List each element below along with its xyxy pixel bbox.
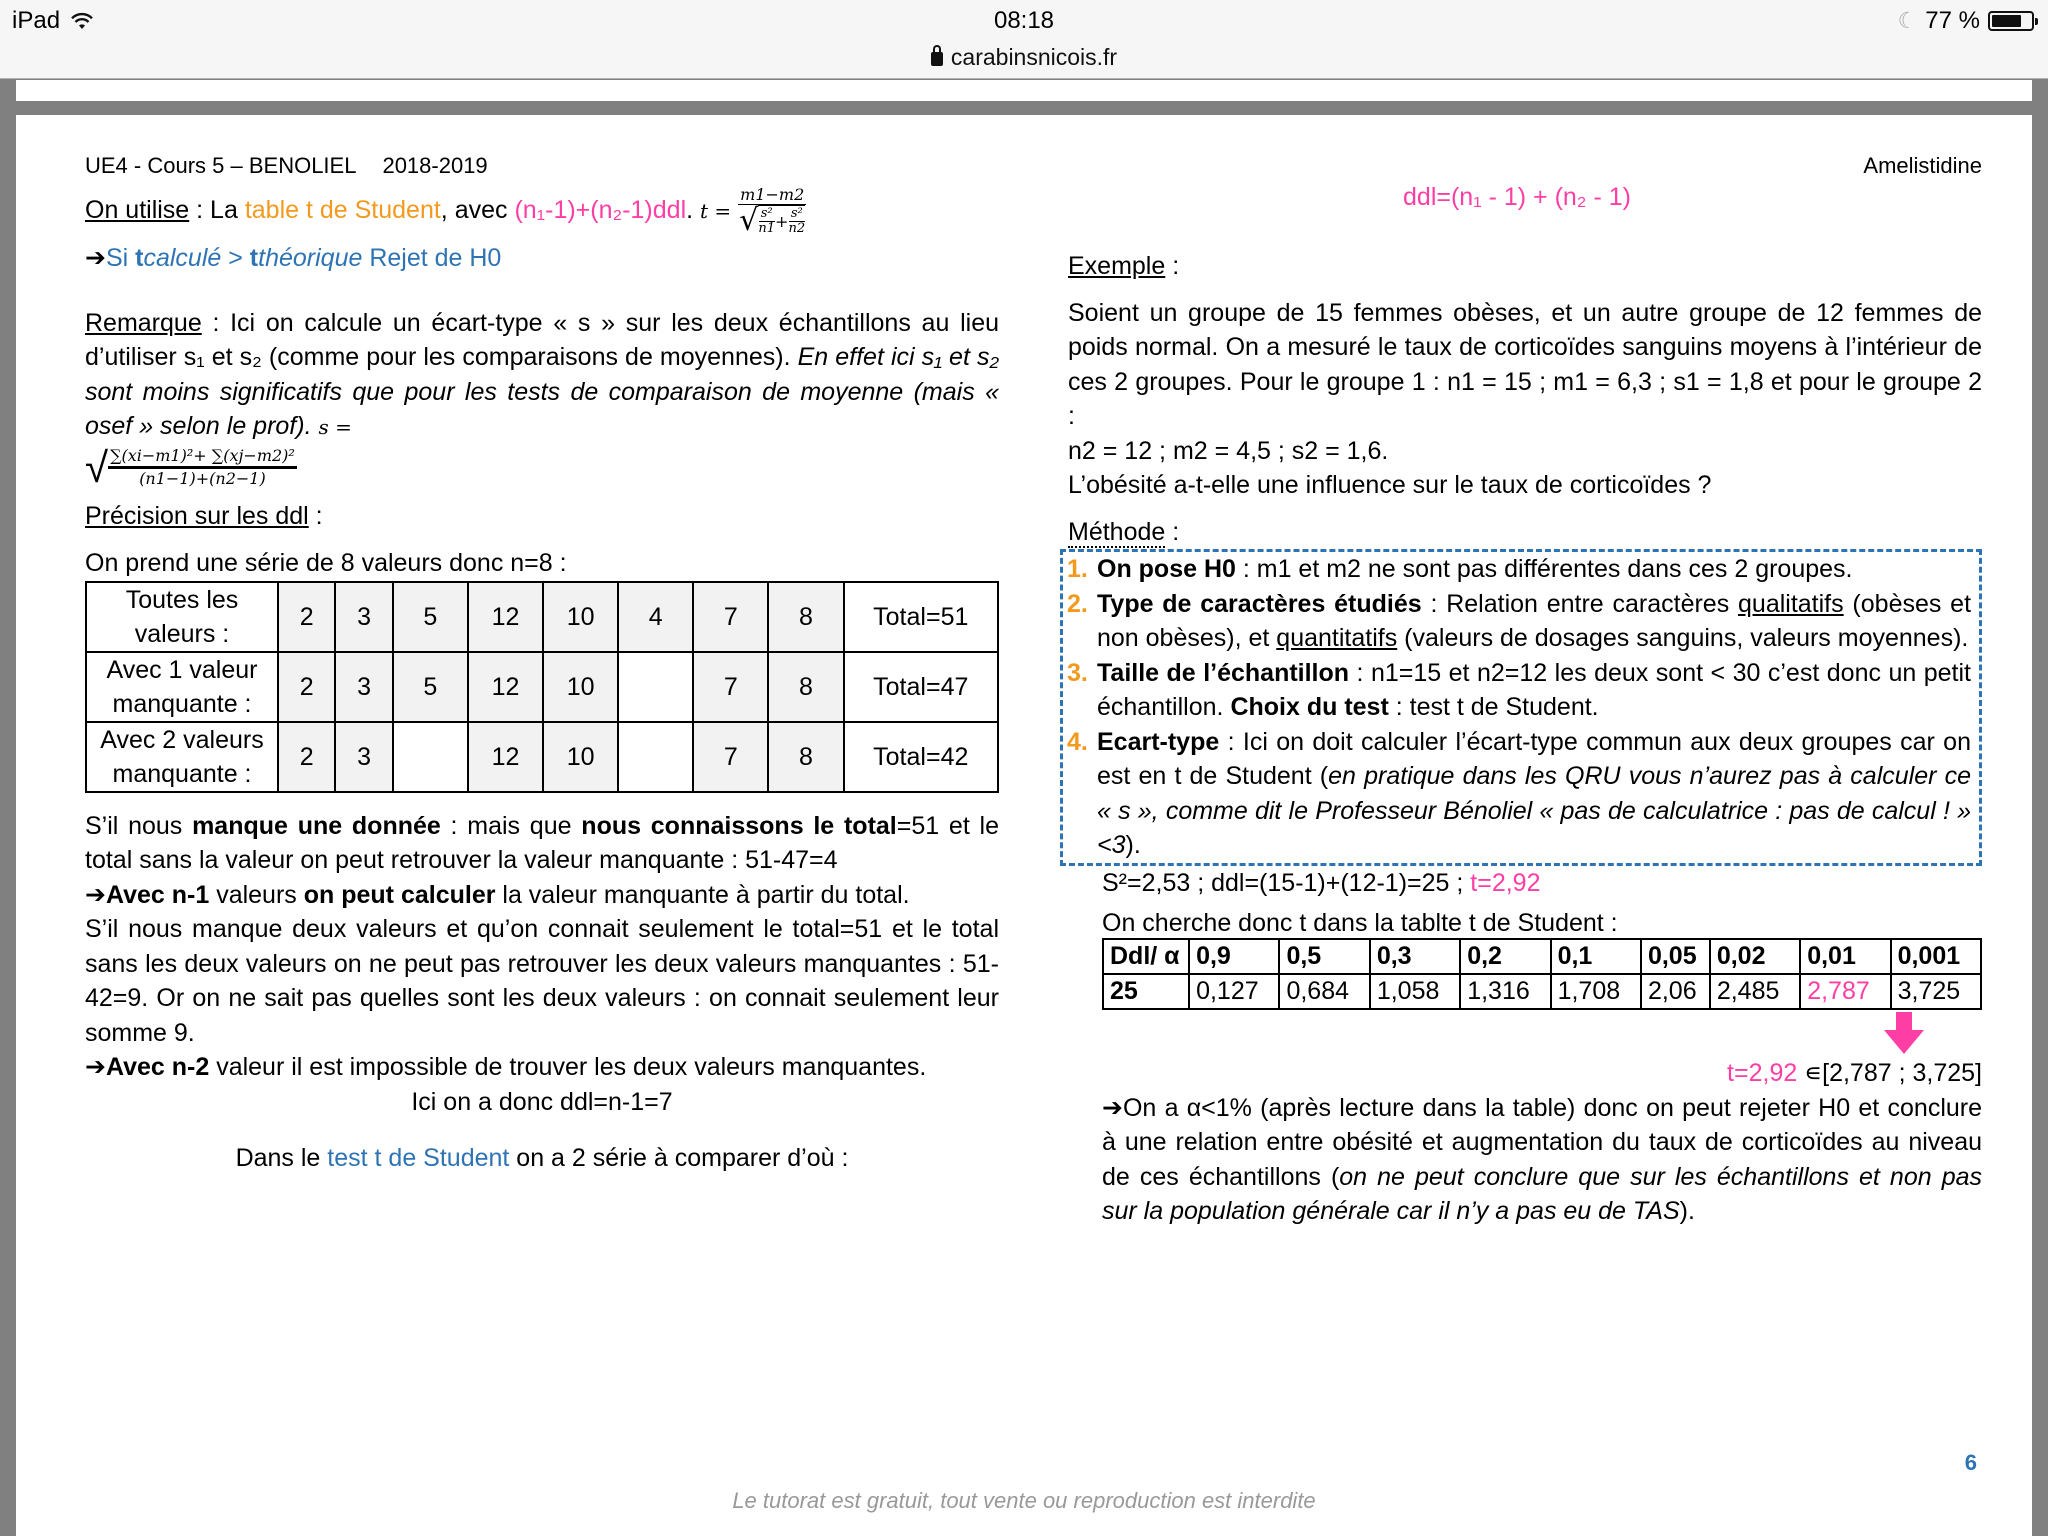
value-cell: 3: [335, 582, 392, 652]
t-value-cell: 2,787: [1800, 974, 1890, 1009]
t-value-cell: 0,127: [1189, 974, 1279, 1009]
missing-value-cell: [393, 722, 468, 792]
rule-line: [85, 241, 999, 276]
formula-s-sqrt: √ $\frac{\text{∑(xi−m1)²+ ∑(xj−m2)²}}{(n1-1)+(n2-1)}$: [85, 443, 295, 491]
remarque-label: Remarque: [85, 308, 202, 337]
text: : mais que: [440, 811, 582, 840]
t-value-cell: 1,058: [1370, 974, 1460, 1009]
step-text: : n1=15 et n2=12 les deux sont < 30 c’est donc un petit échantillon.: [1097, 658, 1971, 721]
bold: manque une donnée: [192, 811, 441, 840]
value-cell: 2: [278, 722, 335, 792]
precision-label: Précision sur les ddl: [85, 501, 309, 530]
step-4: [1067, 725, 1971, 863]
text: On a α<1% (après lecture dans la table) donc on peut rejeter H0 et conclure à une relation entre obésité et augmentation du taux de corticoïdes au niveau de ces échantillons (: [1102, 1093, 1982, 1191]
value-cell: 7: [693, 652, 768, 722]
moon-icon: ☾: [1897, 8, 1918, 33]
step-3: [1067, 656, 1971, 725]
methode-box: [1060, 549, 1982, 866]
right-column: [1052, 115, 1982, 1229]
value-cell: 12: [468, 722, 543, 792]
text: :: [1165, 517, 1180, 546]
arrow-right-icon: ➔: [85, 880, 106, 909]
step-1: [1067, 552, 1971, 587]
step-number: 2.: [1067, 589, 1088, 618]
frac: [108, 446, 297, 489]
ddl-result: Ici on a donc ddl=n-1=7: [411, 1087, 673, 1116]
alpha-header: 0,01: [1800, 939, 1890, 974]
text: : Ici on calcule un écart-type « s » sur les deux échantillons au lieu d’utiliser s₁ et s₂ (comme pour les comparaisons de moyennes).: [85, 308, 999, 371]
alpha-header: 0,001: [1891, 939, 1981, 974]
value-cell: 8: [768, 722, 843, 792]
exemple-heading: [1068, 249, 1982, 284]
step-number: 1.: [1067, 555, 1088, 583]
missing-value-cell: [618, 652, 693, 722]
bold: Avec n-1: [105, 880, 210, 909]
course-year: 2018-2019: [382, 153, 488, 178]
serie-intro: On prend une série de 8 valeurs donc n=8 :: [85, 549, 567, 577]
ddl-value: 25: [1103, 974, 1189, 1009]
step-number: 4.: [1067, 727, 1088, 756]
footer-disclaimer: Le tutorat est gratuit, tout vente ou reproduction est interdite: [732, 1488, 1316, 1513]
step-number: 3.: [1067, 658, 1088, 687]
t: t: [249, 244, 259, 272]
text: valeurs: [209, 880, 304, 909]
text: calculé: [143, 244, 222, 272]
alpha-header: 0,2: [1460, 939, 1550, 974]
text: Si: [105, 244, 136, 272]
exemple-line2: n2 = 12 ; m2 = 4,5 ; s2 = 1,6.: [1068, 436, 1389, 465]
total-cell: Total=42: [844, 722, 998, 792]
url-text: carabinsnicois.fr: [950, 44, 1118, 70]
total-cell: Total=51: [844, 582, 998, 652]
paragraph-student: [85, 1141, 999, 1176]
text: S²=2,53 ; ddl=(15-1)+(12-1)=25 ;: [1102, 868, 1471, 897]
step-2: [1067, 587, 1971, 656]
on-utilise-label: On utilise: [85, 196, 190, 224]
value-cell: 10: [543, 652, 618, 722]
value-cell: 4: [618, 582, 693, 652]
step-italic: en pratique dans les QRU vous n’aurez pas à calculer ce « s », comme dit le Professeur Bénoliel « pas de calculatrice : pas de calcul ! » <3: [1097, 762, 1971, 859]
conclusion: [1102, 1091, 1982, 1229]
t-value-cell: 1,708: [1551, 974, 1641, 1009]
document-page: [16, 115, 2032, 1536]
values-table-row: [86, 582, 998, 652]
step-title: On pose H0: [1097, 555, 1236, 583]
row-label: Avec 2 valeurs manquante :: [86, 722, 278, 792]
t-value-cell: 3,725: [1891, 974, 1981, 1009]
precision-heading: [85, 499, 999, 534]
total-cell: Total=47: [844, 652, 998, 722]
step-text: : test t de Student.: [1388, 693, 1599, 721]
values-table-row: [86, 722, 998, 792]
right-content: [1052, 249, 1982, 549]
lookup-intro: On cherche donc t dans la tablte t de Student :: [1102, 909, 1618, 937]
s2: s²: [760, 206, 773, 222]
alpha-header: 0,02: [1710, 939, 1800, 974]
value-cell: 7: [693, 722, 768, 792]
text: :: [308, 501, 323, 530]
right-lower: [1052, 866, 1982, 1229]
formula-s-denominator: (n1−1)+(n2−1): [139, 468, 266, 488]
exemple-label: Exemple: [1068, 252, 1166, 280]
battery-icon: [1988, 11, 2034, 31]
frac-b: [788, 207, 805, 236]
formula-t-sqrt: √ $\frac{\text{s²}}{n1}$ + $\frac{\text{s²}}{n2}$: [739, 203, 806, 239]
value-cell: 8: [768, 652, 843, 722]
ddl-heading: ddl=(n₁ - 1) + (n₂ - 1): [1403, 183, 1631, 211]
student-table-header: [1103, 939, 1981, 974]
n2: n2: [788, 221, 806, 237]
value-cell: 2: [278, 652, 335, 722]
paragraph-n-minus-1: [85, 878, 999, 913]
step-text: : Ici on doit calculer l’écart-type commun aux deux groupes car on est en t de Student (: [1097, 727, 1971, 790]
arrow-down-icon: [1884, 1012, 1924, 1054]
student-table: [1102, 938, 1982, 1010]
formula-s-numerator: ∑(xi−m1)²+ ∑(xj−m2)²: [108, 446, 297, 469]
value-cell: 5: [393, 652, 468, 722]
italic: on ne peut conclure que sur les échantillons et non pas sur la population générale car il n’y a pas eu de TAS: [1102, 1162, 1983, 1225]
value-cell: 8: [768, 582, 843, 652]
exemple-text: Soient un groupe de 15 femmes obèses, et un autre groupe de 12 femmes de poids normal. On a mesuré le taux de corticoïdes sanguins moyens à l’intérieur de ces 2 groupes. Pour le groupe 1 : n1 = 15 ; m1 = 6,3 ; s1 = 1,8 et pour le groupe 2 :: [1068, 298, 1982, 430]
address-bar[interactable]: [0, 42, 2048, 72]
arrow-right-icon: ➔: [1102, 1093, 1123, 1122]
step-text: : Relation entre caractères: [1421, 589, 1739, 618]
step-text: (obèses et non obèses), et: [1097, 589, 1972, 652]
formula-t-numerator: m1−m2: [740, 185, 805, 205]
t-value-cell: 0,684: [1279, 974, 1369, 1009]
underlined: quantitatifs: [1276, 624, 1398, 652]
text: théorique: [258, 244, 363, 272]
formula-s: [85, 445, 999, 489]
values-table-row: [86, 652, 998, 722]
left-column: [85, 115, 999, 1176]
s2: s²: [790, 206, 803, 222]
ddl-alpha-header: Ddl/ α: [1103, 939, 1189, 974]
page-number: 6: [1964, 1450, 1977, 1475]
ddl-formula: (n₁-1)+(n₂-1)ddl: [514, 196, 687, 224]
step-title: Ecart-type: [1097, 727, 1220, 756]
text: Rejet de H0: [362, 244, 502, 272]
values-table: [85, 581, 999, 793]
bold: on peut calculer: [303, 880, 496, 909]
battery-fill: [1992, 15, 2021, 27]
missing-value-cell: [618, 722, 693, 792]
formula-t: [738, 185, 806, 239]
text: la valeur manquante à partir du total.: [495, 880, 910, 909]
period: .: [686, 196, 701, 224]
ios-status-bar: [0, 0, 2048, 79]
text: =51 et le total sans la valeur on peut retrouver la valeur manquante : 51-47=4: [85, 811, 999, 874]
interval-line: [1102, 1010, 1982, 1091]
t-value-cell: 2,485: [1710, 974, 1800, 1009]
t: t: [135, 244, 144, 272]
alpha-header: 0,3: [1370, 939, 1460, 974]
remarque-italic: En effet ici s₁ et s₂ sont moins significatifs que pour les tests de comparaison de moyenne (mais « osef » selon le prof).: [85, 343, 999, 440]
step-text: ).: [1125, 831, 1141, 859]
text: on a 2 série à comparer d’où :: [509, 1144, 849, 1172]
t-value-cell: 1,316: [1460, 974, 1550, 1009]
formula-t-lhs: t =: [700, 199, 732, 223]
student-table-row: [1103, 974, 1981, 1009]
value-cell: 3: [335, 722, 392, 792]
course-title: UE4 - Cours 5 – BENOLIEL: [85, 153, 357, 178]
value-cell: 3: [335, 652, 392, 722]
bold: nous connaissons le total: [581, 811, 897, 840]
methode-label: Méthode: [1068, 517, 1166, 546]
arrow-right-icon: ➔: [85, 244, 106, 272]
author: Amelistidine: [1863, 153, 1982, 178]
step-title: Type de caractères étudiés: [1097, 589, 1422, 618]
battery-percent: 77 %: [1925, 7, 1980, 34]
status-right: [1898, 6, 2034, 36]
text: :: [1165, 252, 1180, 280]
previous-page-edge: [16, 80, 2032, 101]
value-cell: 12: [468, 652, 543, 722]
row-label: Toutes les valeurs :: [86, 582, 278, 652]
t-value-cell: 2,06: [1641, 974, 1710, 1009]
result-line: [1102, 866, 1982, 901]
alpha-header: 0,05: [1641, 939, 1710, 974]
value-cell: 7: [693, 582, 768, 652]
device-name: iPad: [12, 7, 61, 34]
underlined: qualitatifs: [1738, 589, 1844, 618]
alpha-header: 0,5: [1279, 939, 1369, 974]
t-value: t=2,92: [1470, 868, 1541, 897]
methode-heading: [1068, 515, 1982, 550]
remarque-paragraph: [85, 306, 999, 445]
bold: Avec n-2: [105, 1053, 210, 1081]
t-value: t=2,92: [1727, 1059, 1798, 1087]
text: S’il nous: [85, 811, 193, 840]
alpha-header: 0,1: [1551, 939, 1641, 974]
text: : La: [189, 196, 245, 224]
arrow-right-icon: ➔: [85, 1053, 106, 1081]
value-cell: 2: [278, 582, 335, 652]
paragraph-n-minus-2: [85, 1050, 999, 1085]
alpha-header: 0,9: [1189, 939, 1279, 974]
course-header: [85, 151, 999, 181]
text: valeur il est impossible de trouver les deux valeurs manquantes.: [209, 1053, 927, 1081]
table-ref: table t de Student: [244, 196, 441, 224]
value-cell: 10: [543, 722, 618, 792]
on-utilise-line: [85, 181, 999, 239]
formula-s-lhs: s =: [318, 415, 352, 439]
value-cell: 12: [468, 582, 543, 652]
step-title: Taille de l’échantillon: [1097, 658, 1350, 687]
paragraph-missing-two: S’il nous manque deux valeurs et qu’on connait seulement le total=51 et le total sans les deux valeurs on ne peut pas retrouver les deux valeurs manquantes : 51-42=9. Or on ne sait pas quelles sont les deux valeurs : on connait seulement leur somme 9.: [85, 915, 999, 1047]
step-text: (valeurs de dosages sanguins, valeurs moyennes).: [1397, 624, 1969, 652]
text: ).: [1679, 1197, 1695, 1225]
paragraph-missing-one: [85, 809, 999, 878]
frac-a: [758, 207, 775, 236]
text: >: [221, 244, 250, 272]
text: Dans le: [235, 1144, 328, 1172]
value-cell: 10: [543, 582, 618, 652]
step-title: Choix du test: [1230, 693, 1389, 721]
test-ref: test t de Student: [327, 1144, 510, 1172]
lock-icon: [931, 52, 943, 66]
step-text: : m1 et m2 ne sont pas différentes dans ces 2 groupes.: [1235, 555, 1853, 583]
clock: 08:18: [993, 7, 1055, 34]
row-label: Avec 1 valeur manquante :: [86, 652, 278, 722]
interval: ∊[2,787 ; 3,725]: [1797, 1059, 1982, 1087]
question: L’obésité a-t-elle une influence sur le taux de corticoïdes ?: [1068, 471, 1712, 499]
n1: n1: [758, 221, 776, 237]
text: , avec: [440, 196, 515, 224]
value-cell: 5: [393, 582, 468, 652]
